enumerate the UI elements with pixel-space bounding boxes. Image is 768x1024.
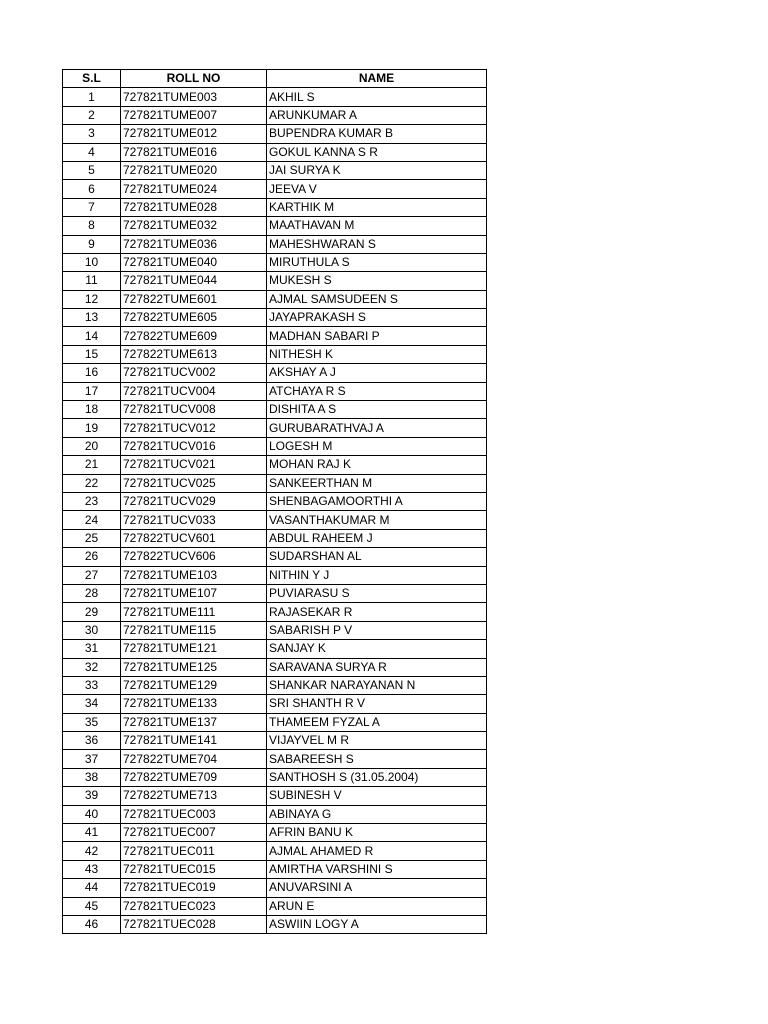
row-name-cell: GURUBARATHVAJ A xyxy=(267,419,487,437)
row-roll-no-cell: 727821TUCV016 xyxy=(121,437,267,455)
row-roll-no-cell: 727821TUEC019 xyxy=(121,879,267,897)
table-row xyxy=(63,88,487,106)
row-sl-cell: 40 xyxy=(63,805,121,823)
table-row xyxy=(63,364,487,382)
row-sl-cell: 44 xyxy=(63,879,121,897)
table-row xyxy=(63,860,487,878)
row-sl-cell: 36 xyxy=(63,732,121,750)
table-row xyxy=(63,824,487,842)
row-name-cell: AKHIL S xyxy=(267,88,487,106)
row-roll-no-cell: 727821TUME121 xyxy=(121,640,267,658)
table-row xyxy=(63,640,487,658)
table-row xyxy=(63,456,487,474)
row-name-cell: THAMEEM FYZAL A xyxy=(267,713,487,731)
header-row xyxy=(63,70,487,88)
row-sl-cell: 34 xyxy=(63,695,121,713)
row-sl-cell: 46 xyxy=(63,915,121,933)
row-roll-no-cell: 727821TUME024 xyxy=(121,180,267,198)
header-name: NAME xyxy=(267,70,487,88)
table-row xyxy=(63,106,487,124)
row-name-cell: PUVIARASU S xyxy=(267,584,487,602)
table-row xyxy=(63,401,487,419)
row-name-cell: SANJAY K xyxy=(267,640,487,658)
table-row xyxy=(63,879,487,897)
table-row xyxy=(63,732,487,750)
row-roll-no-cell: 727821TUME137 xyxy=(121,713,267,731)
row-roll-no-cell: 727821TUME141 xyxy=(121,732,267,750)
row-name-cell: MIRUTHULA S xyxy=(267,253,487,271)
row-sl-cell: 24 xyxy=(63,511,121,529)
row-roll-no-cell: 727821TUEC011 xyxy=(121,842,267,860)
table-row xyxy=(63,161,487,179)
row-roll-no-cell: 727822TUME605 xyxy=(121,309,267,327)
row-roll-no-cell: 727821TUCV029 xyxy=(121,492,267,510)
table-row xyxy=(63,143,487,161)
row-roll-no-cell: 727821TUME125 xyxy=(121,658,267,676)
row-sl-cell: 17 xyxy=(63,382,121,400)
row-sl-cell: 20 xyxy=(63,437,121,455)
table-row xyxy=(63,548,487,566)
table-row xyxy=(63,787,487,805)
row-roll-no-cell: 727822TUME613 xyxy=(121,345,267,363)
row-sl-cell: 33 xyxy=(63,676,121,694)
row-sl-cell: 43 xyxy=(63,860,121,878)
row-name-cell: JEEVA V xyxy=(267,180,487,198)
row-roll-no-cell: 727822TUME609 xyxy=(121,327,267,345)
row-roll-no-cell: 727822TUME601 xyxy=(121,290,267,308)
table-row xyxy=(63,217,487,235)
row-name-cell: JAI SURYA K xyxy=(267,161,487,179)
table-row xyxy=(63,437,487,455)
table-row xyxy=(63,603,487,621)
row-sl-cell: 29 xyxy=(63,603,121,621)
row-sl-cell: 32 xyxy=(63,658,121,676)
row-roll-no-cell: 727821TUCV008 xyxy=(121,401,267,419)
table-row xyxy=(63,327,487,345)
row-sl-cell: 30 xyxy=(63,621,121,639)
row-sl-cell: 41 xyxy=(63,824,121,842)
row-name-cell: MOHAN RAJ K xyxy=(267,456,487,474)
table-row xyxy=(63,272,487,290)
row-name-cell: KARTHIK M xyxy=(267,198,487,216)
table-row xyxy=(63,584,487,602)
row-name-cell: SABARISH P V xyxy=(267,621,487,639)
row-name-cell: SUBINESH V xyxy=(267,787,487,805)
table-row xyxy=(63,492,487,510)
row-name-cell: RAJASEKAR R xyxy=(267,603,487,621)
row-sl-cell: 9 xyxy=(63,235,121,253)
row-sl-cell: 14 xyxy=(63,327,121,345)
row-sl-cell: 7 xyxy=(63,198,121,216)
header-roll-no: ROLL NO xyxy=(121,70,267,88)
row-sl-cell: 31 xyxy=(63,640,121,658)
row-roll-no-cell: 727821TUME044 xyxy=(121,272,267,290)
table-row xyxy=(63,695,487,713)
table-row xyxy=(63,915,487,933)
row-roll-no-cell: 727821TUME012 xyxy=(121,125,267,143)
table-row xyxy=(63,713,487,731)
row-sl-cell: 16 xyxy=(63,364,121,382)
row-name-cell: NITHIN Y J xyxy=(267,566,487,584)
table-row xyxy=(63,566,487,584)
row-roll-no-cell: 727821TUME040 xyxy=(121,253,267,271)
row-name-cell: MUKESH S xyxy=(267,272,487,290)
row-sl-cell: 11 xyxy=(63,272,121,290)
table-row xyxy=(63,382,487,400)
row-roll-no-cell: 727821TUCV012 xyxy=(121,419,267,437)
row-name-cell: ANUVARSINI A xyxy=(267,879,487,897)
row-roll-no-cell: 727821TUCV002 xyxy=(121,364,267,382)
row-name-cell: VIJAYVEL M R xyxy=(267,732,487,750)
row-roll-no-cell: 727821TUME032 xyxy=(121,217,267,235)
row-roll-no-cell: 727821TUEC028 xyxy=(121,915,267,933)
row-sl-cell: 5 xyxy=(63,161,121,179)
row-name-cell: ATCHAYA R S xyxy=(267,382,487,400)
table-row xyxy=(63,180,487,198)
table-row xyxy=(63,198,487,216)
student-roll-table xyxy=(62,69,487,934)
row-roll-no-cell: 727821TUME129 xyxy=(121,676,267,694)
row-sl-cell: 35 xyxy=(63,713,121,731)
row-sl-cell: 6 xyxy=(63,180,121,198)
row-sl-cell: 2 xyxy=(63,106,121,124)
table-row xyxy=(63,345,487,363)
row-roll-no-cell: 727821TUEC007 xyxy=(121,824,267,842)
header-sl: S.L xyxy=(63,70,121,88)
row-sl-cell: 4 xyxy=(63,143,121,161)
row-roll-no-cell: 727821TUME107 xyxy=(121,584,267,602)
table-row xyxy=(63,309,487,327)
row-sl-cell: 23 xyxy=(63,492,121,510)
row-sl-cell: 38 xyxy=(63,768,121,786)
table-row xyxy=(63,529,487,547)
row-name-cell: MAATHAVAN M xyxy=(267,217,487,235)
row-roll-no-cell: 727822TUME704 xyxy=(121,750,267,768)
row-sl-cell: 1 xyxy=(63,88,121,106)
row-roll-no-cell: 727821TUME133 xyxy=(121,695,267,713)
row-sl-cell: 39 xyxy=(63,787,121,805)
row-roll-no-cell: 727821TUME111 xyxy=(121,603,267,621)
row-roll-no-cell: 727821TUEC015 xyxy=(121,860,267,878)
row-name-cell: SANTHOSH S (31.05.2004) xyxy=(267,768,487,786)
row-name-cell: JAYAPRAKASH S xyxy=(267,309,487,327)
row-name-cell: VASANTHAKUMAR M xyxy=(267,511,487,529)
row-roll-no-cell: 727821TUME115 xyxy=(121,621,267,639)
row-sl-cell: 3 xyxy=(63,125,121,143)
table-row xyxy=(63,290,487,308)
row-sl-cell: 21 xyxy=(63,456,121,474)
table-row xyxy=(63,511,487,529)
row-roll-no-cell: 727822TUME709 xyxy=(121,768,267,786)
row-name-cell: MAHESHWARAN S xyxy=(267,235,487,253)
table-row xyxy=(63,235,487,253)
table-row xyxy=(63,768,487,786)
row-roll-no-cell: 727822TUME713 xyxy=(121,787,267,805)
row-roll-no-cell: 727821TUME007 xyxy=(121,106,267,124)
row-roll-no-cell: 727822TUCV601 xyxy=(121,529,267,547)
row-sl-cell: 25 xyxy=(63,529,121,547)
row-name-cell: ASWIIN LOGY A xyxy=(267,915,487,933)
table-row xyxy=(63,658,487,676)
row-name-cell: SABAREESH S xyxy=(267,750,487,768)
table-body xyxy=(63,88,487,934)
table-row xyxy=(63,897,487,915)
table-row xyxy=(63,621,487,639)
row-name-cell: AJMAL AHAMED R xyxy=(267,842,487,860)
row-roll-no-cell: 727821TUEC023 xyxy=(121,897,267,915)
row-name-cell: SARAVANA SURYA R xyxy=(267,658,487,676)
row-name-cell: BUPENDRA KUMAR B xyxy=(267,125,487,143)
row-name-cell: ARUN E xyxy=(267,897,487,915)
table-row xyxy=(63,253,487,271)
row-name-cell: ARUNKUMAR A xyxy=(267,106,487,124)
row-roll-no-cell: 727821TUCV025 xyxy=(121,474,267,492)
row-name-cell: SRI SHANTH R V xyxy=(267,695,487,713)
table-row xyxy=(63,125,487,143)
row-name-cell: NITHESH K xyxy=(267,345,487,363)
row-roll-no-cell: 727821TUCV004 xyxy=(121,382,267,400)
row-sl-cell: 15 xyxy=(63,345,121,363)
row-roll-no-cell: 727822TUCV606 xyxy=(121,548,267,566)
row-sl-cell: 19 xyxy=(63,419,121,437)
row-sl-cell: 42 xyxy=(63,842,121,860)
table-row xyxy=(63,750,487,768)
row-sl-cell: 27 xyxy=(63,566,121,584)
row-name-cell: AJMAL SAMSUDEEN S xyxy=(267,290,487,308)
row-name-cell: DISHITA A S xyxy=(267,401,487,419)
row-sl-cell: 18 xyxy=(63,401,121,419)
row-name-cell: SHENBAGAMOORTHI A xyxy=(267,492,487,510)
row-name-cell: ABDUL RAHEEM J xyxy=(267,529,487,547)
row-name-cell: SHANKAR NARAYANAN N xyxy=(267,676,487,694)
row-roll-no-cell: 727821TUME020 xyxy=(121,161,267,179)
row-name-cell: AMIRTHA VARSHINI S xyxy=(267,860,487,878)
row-name-cell: MADHAN SABARI P xyxy=(267,327,487,345)
row-roll-no-cell: 727821TUCV033 xyxy=(121,511,267,529)
row-name-cell: ABINAYA G xyxy=(267,805,487,823)
row-name-cell: LOGESH M xyxy=(267,437,487,455)
row-name-cell: GOKUL KANNA S R xyxy=(267,143,487,161)
table-row xyxy=(63,474,487,492)
row-roll-no-cell: 727821TUME016 xyxy=(121,143,267,161)
row-sl-cell: 28 xyxy=(63,584,121,602)
row-sl-cell: 26 xyxy=(63,548,121,566)
row-roll-no-cell: 727821TUME003 xyxy=(121,88,267,106)
row-sl-cell: 22 xyxy=(63,474,121,492)
table-row xyxy=(63,805,487,823)
row-sl-cell: 10 xyxy=(63,253,121,271)
row-sl-cell: 13 xyxy=(63,309,121,327)
row-name-cell: SANKEERTHAN M xyxy=(267,474,487,492)
row-name-cell: AKSHAY A J xyxy=(267,364,487,382)
row-sl-cell: 8 xyxy=(63,217,121,235)
row-name-cell: AFRIN BANU K xyxy=(267,824,487,842)
row-roll-no-cell: 727821TUEC003 xyxy=(121,805,267,823)
row-roll-no-cell: 727821TUME028 xyxy=(121,198,267,216)
row-roll-no-cell: 727821TUME036 xyxy=(121,235,267,253)
table-row xyxy=(63,676,487,694)
row-name-cell: SUDARSHAN AL xyxy=(267,548,487,566)
table-row xyxy=(63,419,487,437)
row-roll-no-cell: 727821TUME103 xyxy=(121,566,267,584)
row-sl-cell: 37 xyxy=(63,750,121,768)
row-sl-cell: 12 xyxy=(63,290,121,308)
row-roll-no-cell: 727821TUCV021 xyxy=(121,456,267,474)
row-sl-cell: 45 xyxy=(63,897,121,915)
table-row xyxy=(63,842,487,860)
